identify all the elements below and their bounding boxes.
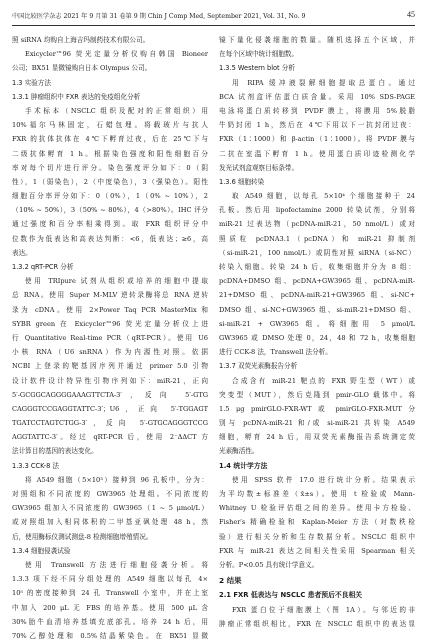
text-line: 取 A549 细胞，以每孔 5×10⁴ 个细胞接种于 24 (232, 192, 415, 201)
text-line: 发光试剂盒观察目标条带。 (219, 163, 299, 172)
text-line: 对照组和不同浓度的 GW3965 处理组。不同浓度的 (12, 490, 208, 498)
text-line: 率对每个切片进行评分。染色强度评分如下：0（阴 (12, 163, 208, 172)
text-line: 通过强度和百分率相乘得到。取 FXR 组织评分中 (12, 220, 208, 229)
text-line: 转染入细胞。转染 24 h 后，收集细胞并分为 8 组： (219, 263, 415, 271)
text-line: 肿瘤正常组织相比，FXR 在 NSCLC 组织中的表达显 (219, 619, 415, 628)
text-line: pcDNA+DMSO 组、pcDNA+GW3965 组、pcDNA-miR- (219, 277, 415, 286)
text-line: 使用 TRIpure 试剂从组织或培养的细胞中提取 (25, 277, 208, 286)
text-line: 或对照组加入相同体积的二甲基亚砜处理 48 h。然 (12, 518, 208, 527)
text-line: （10% ~ 50%），3（50% ~ 80%），4（>80%）。IHC 评分 (12, 206, 208, 215)
text-line: DMSO 组、si-NC+GW3965 组、si-miR-21+DMSO 组、 (219, 305, 415, 314)
text-line: 10⁵ 的密度接种到 24 孔 Transwell 小室中，并在上室 (12, 589, 208, 598)
section-heading: 2 结果 (219, 576, 242, 586)
text-line: GW3965 组加入不同浓度的 GW3965（1 ~ 5 μmol/L） (12, 504, 208, 513)
text-line: 验）进行相关分析和生存数据分析。NSCLC 组织中 (219, 532, 415, 541)
text-line: 70%乙醇处理和 0.5%结晶紫染色。在 BX51 显微 (12, 631, 208, 640)
text-line: 进行 CCK-8 法，Transwell 法分析。 (219, 348, 332, 357)
section-heading: 1.4 统计学方法 (219, 461, 268, 470)
text-line: 21+DMSO 组、pcDNA-miR-21+GW3965 组、si-NC+ (219, 291, 415, 300)
text-line: 光素酶活性。 (219, 447, 259, 456)
text-line: （si-miR-21，100 nmol/L）或阴性对照 siRNA（si-NC） (219, 248, 415, 257)
text-line: Exicycler™96 荧光定量分析仪购自韩国 Bioneer (25, 50, 208, 59)
left-column (12, 33, 208, 643)
text-line: 分析。P<0.05 具有统计学意义。 (219, 560, 319, 569)
header-rule (12, 25, 415, 26)
text-line: 1.3.3 项下经不同分组处理的 A549 细胞以每孔 4× (12, 575, 208, 584)
text-line: 照质粒 pcDNA3.1（pcDNA）和 miR-21 抑制剂 (219, 234, 415, 243)
section-heading: 2.1 FXR 低表达与 NSCLC 患者预后不良相关 (219, 591, 363, 600)
text-line: SYBR green 在 Exicycler™96 荧光定量分析仪上进 (12, 319, 208, 328)
text-line: CAGGGTCCGAGGTATTC-3′；U6，正向 5′-TGGAGT (12, 404, 208, 413)
text-line: Whitney U 检验评估组之间的差异。使用卡方检验、 (219, 504, 415, 513)
section-heading: 1.3.3 CCK-8 法 (12, 461, 59, 470)
section-heading: 1.3.7 双荧光素酶报告分析 (219, 362, 298, 371)
section-heading: 1.3.5 Western blot 分析 (219, 64, 295, 73)
text-line: miR-21 过表达物（pcDNA-miR-21，50 nmol/L）或对 (219, 220, 415, 229)
text-line: 合成含有 miR-21 靶点的 FXR 野生型（WT）或 (232, 376, 415, 385)
page-number: 45 (407, 10, 415, 19)
text-line: 小核 RNA（U6 snRNA）作为内源性对照。依据 (12, 348, 208, 357)
text-line: 使用 SPSS 软件 17.0 进行统计分析。结果表示 (232, 475, 415, 484)
text-line: 行 Quantitative Real-time PCR（qRT-PCR）。使用 U6 (12, 333, 208, 342)
text-line: FXR 蛋白位于细胞膜上（图 1A）。与邻近的非 (232, 605, 415, 614)
text-line: 用 RIPA 缓冲液裂解细胞提取总蛋白。通过 (232, 78, 415, 87)
text-line: AGGTATTC-3′。经过 qRT-PCR 后，使用 2⁻ΔΔCT 方 (12, 433, 208, 442)
section-heading: 1.3 实验方法 (12, 78, 51, 87)
text-line: 为平均数±标准差（x̄±s）。使用 t 检验或 Mann- (219, 490, 415, 498)
text-line: FXR（1∶1000）和 β-actin（1∶1000）。将 PVDF 膜与 (219, 135, 415, 144)
text-line: 使用 Transwell 方法进行细胞侵袭分析。将 (25, 560, 208, 569)
text-line: 5′-GCGGCAGGGGAAAGTTCTA-3′，反向 5′-GTG (12, 390, 208, 399)
text-line: 性），1（弱染色），2（中度染色），3（强染色）。阳性 (12, 177, 208, 186)
text-line: 公司；BX51 显微镜购自日本 Olympus 公司。 (12, 64, 152, 73)
section-heading: 1.3.6 细胞转染 (219, 177, 265, 186)
text-line: 设计软件设计特异性引物序列如下：miR-21，正向 (12, 376, 208, 385)
text-line: 1.5 μg pmirGLO-FXR-WT 或 pmirGLO-FXR-MUT 分 (219, 404, 415, 413)
text-line: 30%胎牛血清培养基填充底部孔。培养 24 h 后，用 (12, 617, 208, 626)
text-line: 在每个区域中统计细胞数。 (219, 50, 299, 59)
text-line: Fisher′s 精确检验和 Kaplan-Meier 方法（对数秩检 (219, 518, 415, 527)
text-line: 突变型（MUT），然后克隆到 pmir-GLO 载体中。将 (219, 390, 415, 399)
text-line: 将 A549 细胞（5×10³）接种到 96 孔板中，分为： (25, 475, 208, 484)
text-line: 位数作为低表达和高表达判断：<6，低表达；≥6，高 (12, 234, 208, 243)
text-line: 表达。 (12, 248, 32, 257)
text-line: si-miR-21 + GW3965 组。将细胞用 5 μmol/L (219, 319, 415, 328)
text-line: GW3965 或 DMSO 处理 0，24，48 和 72 h，收集细胞 (219, 333, 415, 342)
text-line: 孔板。然后用 lipofectamine 2000 转染试剂，分别将 (219, 206, 415, 215)
right-column (219, 33, 415, 631)
section-heading: 1.3.2 qRT-PCR 分析 (12, 263, 74, 271)
text-line: 细胞，孵育 24 h 后，用双荧光素酶报告系统测定荧 (219, 433, 415, 442)
text-line: 细胞百分率评分如下：0（0%），1（0% ~ 10%），2 (12, 192, 208, 201)
text-line: NCBI 上登录的靶基因序列并通过 primer 5.0 引物 (12, 362, 208, 371)
text-line: BCA 试剂盒评估蛋白质含量。采用 10% SDS-PAGE (219, 92, 415, 101)
text-line: 镜下量化侵袭细胞的数量。随机选择五个区域，并 (219, 36, 415, 44)
text-line: 手术标本（NSCLC 组织及配对的正常组织）用 (25, 106, 208, 115)
text-line: 中加入 200 μL 无 FBS 的培养基。使用 500 μL 含 (12, 603, 208, 612)
text-line: FXR 的抗体抗体在 4℃下孵育过夜，后在 25℃下与 (12, 135, 208, 144)
section-heading: 1.3.1 肿瘤组织中 FXR 表达的免疫组化分析 (12, 92, 141, 101)
text-line: 牛奶封闭 1 h，然后在 4℃下用以下一抗封闭过夜： (219, 121, 415, 130)
text-line: 后，使用酶标仪测试测盘-8 检测细胞增殖情况。 (12, 532, 153, 541)
text-line: 录为 cDNA。使用 2×Power Taq PCR MasterMix 和 (12, 305, 208, 314)
journal-citation: 中国比较医学杂志 2021 年 9 月第 31 卷第 9 期 Chin J Comp Med, September 2021, Vol. 31, No. 9 (12, 13, 306, 20)
section-heading: 1.3.4 细胞侵袭试验 (12, 546, 71, 555)
text-line: 别与 pcDNA-miR-21 和/或 si-miR-21 共转染 A549 (219, 419, 415, 428)
text-line: 法计算目的基因的表达变化。 (12, 447, 98, 456)
text-line: 总 RNA。使用 Super M-MLV 逆转录酶将总 RNA 逆转 (12, 291, 208, 300)
text-line: 电泳将蛋白质转移到 PVDF 膜上，将膜用 5%脱脂 (219, 106, 415, 115)
text-line: 10%福尔马林固定，石蜡包埋。将载玻片与抗人 (12, 121, 208, 130)
text-line: 照 siRNA 均购自上海吉玛制药技术有限公司。 (12, 36, 150, 44)
text-line: FXR 与 miR-21 表达之间相关性采用 Spearman 相关 (219, 546, 415, 555)
text-line: 二抗在室温下孵育 1 h。使用蛋白质印迹检测化学 (219, 149, 415, 158)
text-line: 二级抗体孵育 1 h。根据染色强度和阳性细胞百分 (12, 149, 208, 158)
running-header (12, 11, 415, 25)
text-line: TGATCCTAGTCTGG-3′，反向 5′-GTGCAGGGTCCG (12, 419, 208, 428)
